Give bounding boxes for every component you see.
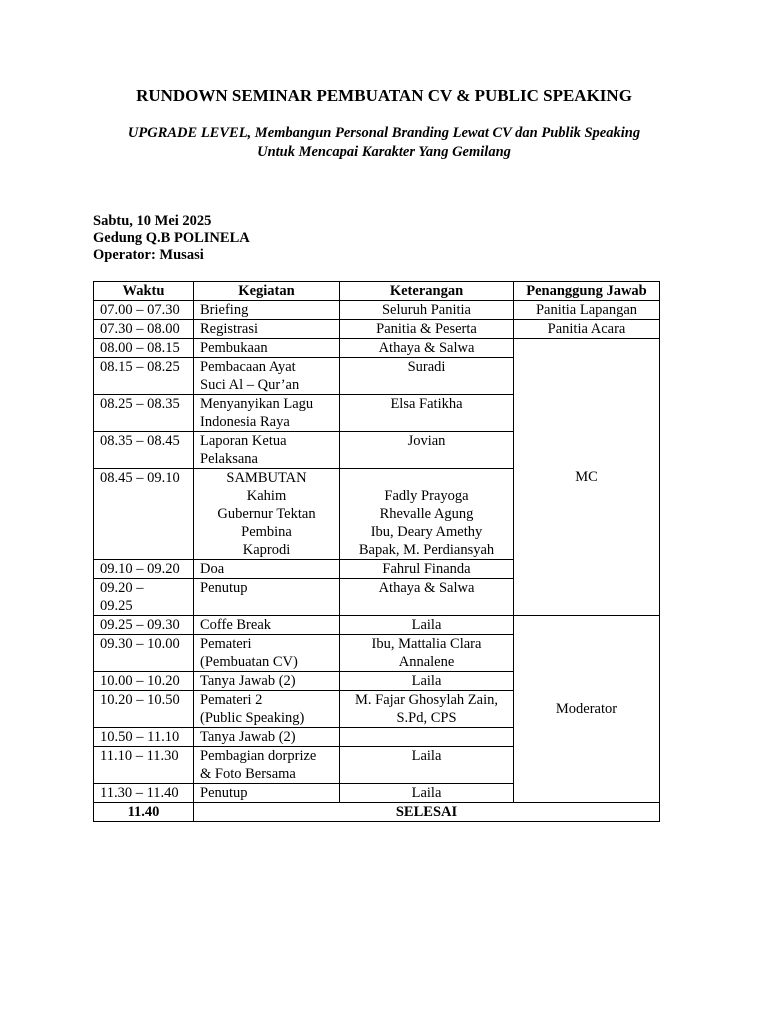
cell-kegiatan-line: Kaprodi: [242, 542, 291, 558]
event-date: Sabtu, 10 Mei 2025: [93, 213, 212, 229]
cell-waktu: 09.30 – 10.00: [94, 635, 194, 672]
table-row: [94, 339, 660, 358]
cell-keterangan: Laila: [340, 747, 514, 784]
cell-keterangan: Jovian: [340, 432, 514, 469]
cell-penanggung-jawab-moderator: Moderator: [514, 616, 660, 803]
cell-waktu: 08.35 – 08.45: [94, 432, 194, 469]
cell-keterangan: Laila: [340, 784, 514, 803]
cell-waktu: 08.00 – 08.15: [94, 339, 194, 358]
cell-waktu: 09.10 – 09.20: [94, 560, 194, 579]
cell-keterangan-spacer: [346, 469, 507, 487]
cell-penanggung-jawab: Panitia Lapangan: [514, 301, 660, 320]
cell-kegiatan: Tanya Jawab (2): [194, 672, 340, 691]
cell-kegiatan-line: SAMBUTAN: [226, 470, 307, 486]
cell-kegiatan-line: Gubernur Tektan: [217, 506, 316, 522]
cell-keterangan-line: Rhevalle Agung: [379, 506, 474, 522]
rundown-table: [93, 281, 660, 822]
cell-kegiatan-line: Menyanyikan Lagu: [200, 396, 314, 412]
cell-kegiatan: [194, 691, 340, 728]
cell-keterangan: [340, 635, 514, 672]
cell-keterangan-line: S.Pd, CPS: [396, 710, 457, 726]
header-penanggung-jawab: Penanggung Jawab: [514, 282, 660, 301]
event-venue: Gedung Q.B POLINELA: [93, 230, 250, 246]
subtitle-line-1: UPGRADE LEVEL, Membangun Personal Branding Lewat CV dan Publik Speaking: [127, 125, 641, 141]
cell-keterangan-line: Ibu, Mattalia Clara: [371, 636, 482, 652]
subtitle-line-2: Untuk Mencapai Karakter Yang Gemilang: [257, 144, 511, 160]
cell-kegiatan: Briefing: [194, 301, 340, 320]
cell-waktu: 10.00 – 10.20: [94, 672, 194, 691]
cell-waktu: 11.10 – 11.30: [94, 747, 194, 784]
table-row: [94, 616, 660, 635]
cell-waktu: 07.30 – 08.00: [94, 320, 194, 339]
cell-keterangan: Laila: [340, 616, 514, 635]
cell-keterangan: Seluruh Panitia: [340, 301, 514, 320]
cell-waktu: 11.30 – 11.40: [94, 784, 194, 803]
cell-kegiatan: Tanya Jawab (2): [194, 728, 340, 747]
cell-kegiatan-line: Indonesia Raya: [200, 414, 290, 430]
cell-kegiatan-line: Pembagian dorprize: [200, 748, 317, 764]
cell-kegiatan-line: Pembina: [241, 524, 292, 540]
cell-keterangan: Elsa Fatikha: [340, 395, 514, 432]
cell-kegiatan: Penutup: [194, 784, 340, 803]
cell-kegiatan: [194, 358, 340, 395]
cell-keterangan: Suradi: [340, 358, 514, 395]
cell-keterangan: Athaya & Salwa: [340, 339, 514, 358]
cell-kegiatan-line: Laporan Ketua: [200, 433, 287, 449]
cell-kegiatan-line: Pemateri: [200, 636, 252, 652]
cell-waktu: 08.15 – 08.25: [94, 358, 194, 395]
table-row-end: [94, 803, 660, 822]
cell-keterangan-line: Annalene: [398, 654, 455, 670]
cell-kegiatan: [194, 395, 340, 432]
cell-keterangan-line: Fadly Prayoga: [384, 488, 469, 504]
cell-kegiatan: [194, 747, 340, 784]
header-waktu: Waktu: [94, 282, 194, 301]
cell-waktu-line: 09.20 –: [100, 580, 144, 596]
cell-kegiatan-line: (Public Speaking): [200, 710, 305, 726]
cell-waktu: 10.20 – 10.50: [94, 691, 194, 728]
cell-waktu: [94, 579, 194, 616]
cell-keterangan: [340, 728, 514, 747]
table-row: [94, 301, 660, 320]
cell-kegiatan: [194, 432, 340, 469]
cell-waktu: 07.00 – 07.30: [94, 301, 194, 320]
table-header-row: [94, 282, 660, 301]
cell-keterangan: [340, 469, 514, 560]
cell-kegiatan: Penutup: [194, 579, 340, 616]
cell-kegiatan: Registrasi: [194, 320, 340, 339]
cell-kegiatan: [194, 635, 340, 672]
cell-keterangan-line: Ibu, Deary Amethy: [370, 524, 483, 540]
header-keterangan: Keterangan: [340, 282, 514, 301]
cell-end-label: SELESAI: [194, 803, 660, 822]
event-operator: Operator: Musasi: [93, 247, 204, 263]
table-row: [94, 320, 660, 339]
cell-keterangan-line: M. Fajar Ghosylah Zain,: [355, 692, 498, 708]
cell-keterangan: Laila: [340, 672, 514, 691]
cell-kegiatan: Coffe Break: [194, 616, 340, 635]
event-info: [93, 213, 250, 264]
cell-kegiatan: Pembukaan: [194, 339, 340, 358]
cell-penanggung-jawab-mc: MC: [514, 339, 660, 616]
cell-kegiatan: [194, 469, 340, 560]
cell-waktu: 10.50 – 11.10: [94, 728, 194, 747]
cell-waktu: 08.45 – 09.10: [94, 469, 194, 560]
cell-keterangan: Panitia & Peserta: [340, 320, 514, 339]
cell-kegiatan-line: Kahim: [246, 488, 287, 504]
cell-keterangan: Fahrul Finanda: [340, 560, 514, 579]
cell-kegiatan-line: Suci Al – Qur’an: [200, 377, 300, 393]
cell-waktu: 09.25 – 09.30: [94, 616, 194, 635]
cell-kegiatan-line: & Foto Bersama: [200, 766, 296, 782]
cell-keterangan: [340, 691, 514, 728]
document-subtitle: [90, 124, 678, 162]
cell-kegiatan: Doa: [194, 560, 340, 579]
header-kegiatan: Kegiatan: [194, 282, 340, 301]
cell-keterangan-line: Bapak, M. Perdiansyah: [358, 542, 495, 558]
cell-kegiatan-line: (Pembuatan CV): [200, 654, 298, 670]
cell-waktu: 08.25 – 08.35: [94, 395, 194, 432]
cell-keterangan: Athaya & Salwa: [340, 579, 514, 616]
cell-end-time: 11.40: [94, 803, 194, 822]
cell-kegiatan-line: Pemateri 2: [200, 692, 263, 708]
cell-waktu-line: 09.25: [100, 598, 133, 614]
document-title: RUNDOWN SEMINAR PEMBUATAN CV & PUBLIC SPEAKING: [136, 86, 632, 105]
cell-kegiatan-line: Pelaksana: [200, 451, 258, 467]
cell-penanggung-jawab: Panitia Acara: [514, 320, 660, 339]
cell-kegiatan-line: Pembacaan Ayat: [200, 359, 296, 375]
